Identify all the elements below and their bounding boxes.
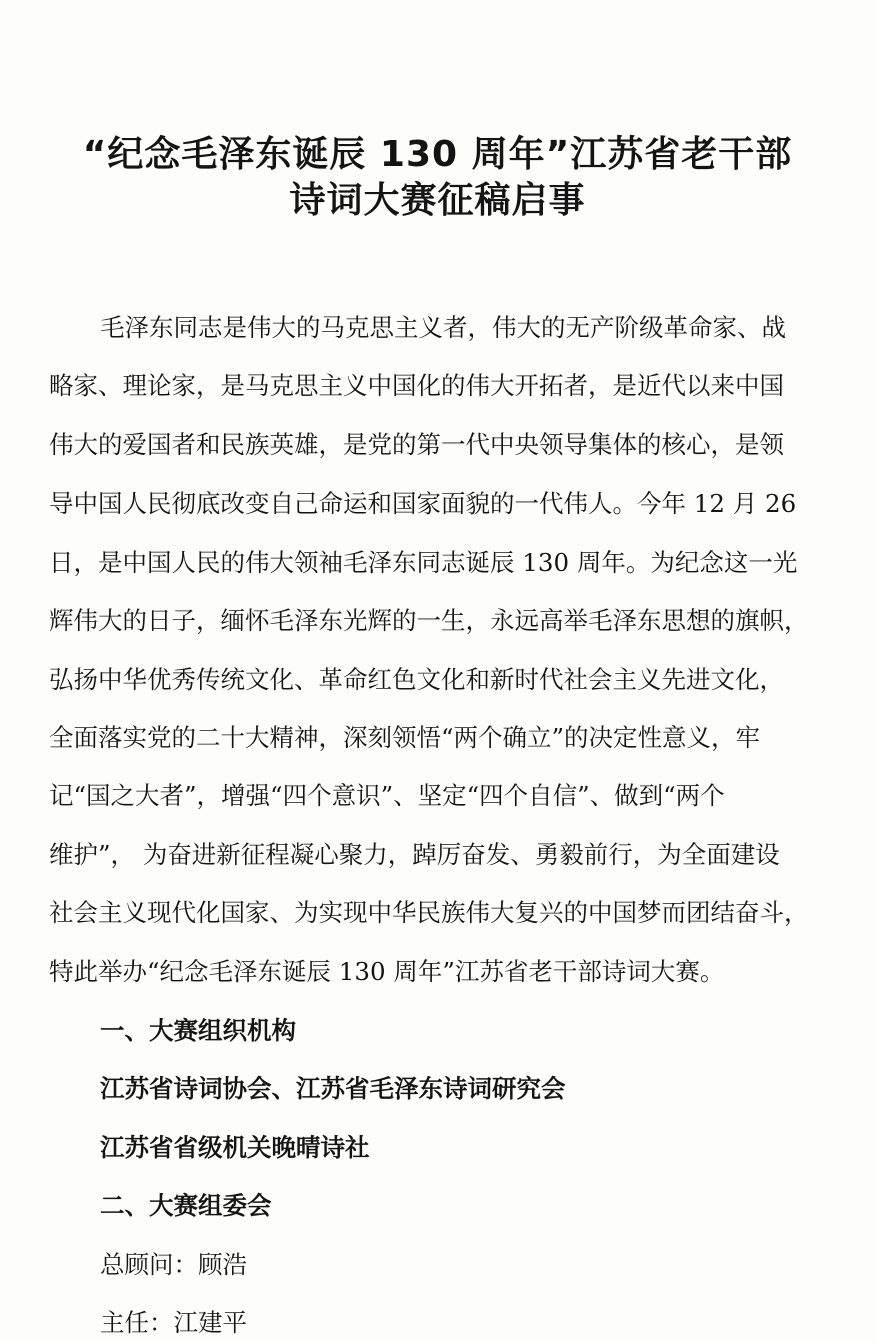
committee-member: 主任：江建平	[100, 1308, 247, 1337]
section-heading-organizers: 一、大赛组织机构	[100, 1016, 296, 1045]
body-line: 弘扬中华优秀传统文化、革命红色文化和新时代社会主义先进文化，	[49, 665, 784, 694]
body-line: 记“国之大者”，增强“四个意识”、坚定“四个自信”、做到“两个	[49, 781, 725, 810]
body-line: 辉伟大的日子，缅怀毛泽东光辉的一生，永远高举毛泽东思想的旗帜，	[49, 606, 809, 635]
committee-member: 总顾问：顾浩	[100, 1250, 247, 1279]
body-line: 全面落实党的二十大精神，深刻领悟“两个确立”的决定性意义，牢	[49, 723, 761, 752]
organizer-line: 江苏省诗词协会、江苏省毛泽东诗词研究会	[100, 1074, 566, 1103]
body-line: 略家、理论家，是马克思主义中国化的伟大开拓者，是近代以来中国	[49, 371, 784, 400]
body-line: 毛泽东同志是伟大的马克思主义者，伟大的无产阶级革命家、战	[100, 313, 786, 342]
body-line: 导中国人民彻底改变自己命运和国家面貌的一代伟人。今年 12 月 26	[49, 489, 797, 518]
section-heading-committee: 二、大赛组委会	[100, 1191, 272, 1220]
title-line-2: 诗词大赛征稿启事	[289, 180, 586, 221]
organizer-line: 江苏省省级机关晚晴诗社	[100, 1133, 370, 1162]
body-line: 维护”， 为奋进新征程凝心聚力，踔厉奋发、勇毅前行，为全面建设	[49, 840, 780, 869]
body-line: 日，是中国人民的伟大领袖毛泽东同志诞辰 130 周年。为纪念这一光	[49, 548, 798, 577]
body-line: 社会主义现代化国家、为实现中华民族伟大复兴的中国梦而团结奋斗，	[49, 898, 809, 927]
body-line: 伟大的爱国者和民族英雄，是党的第一代中央领导集体的核心，是领	[49, 430, 784, 459]
body-line: 特此举办“纪念毛泽东诞辰 130 周年”江苏省老干部诗词大赛。	[49, 957, 725, 986]
title-line-1: “纪念毛泽东诞辰 130 周年”江苏省老干部	[82, 134, 793, 175]
